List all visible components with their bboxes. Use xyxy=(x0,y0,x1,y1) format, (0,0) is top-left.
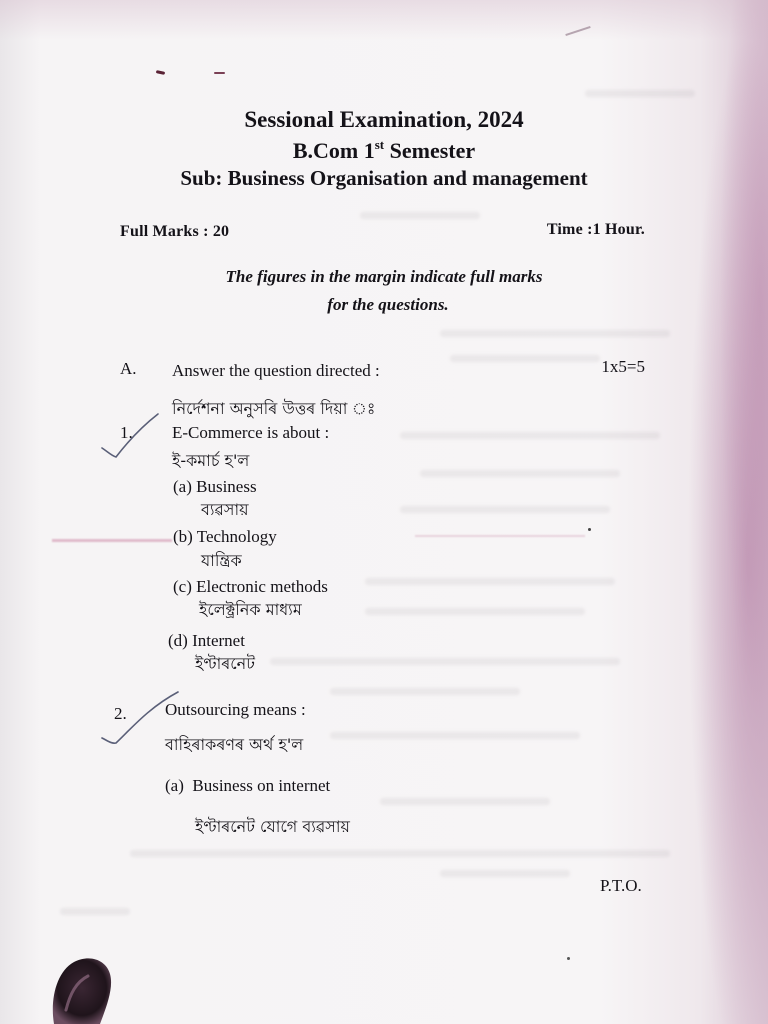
pen-mark xyxy=(214,72,225,74)
bleed-through-smudge xyxy=(420,470,620,477)
option-label: (a) Business xyxy=(173,477,257,496)
section-title: Answer the question directed : xyxy=(172,361,380,380)
tick-mark-icon xyxy=(98,410,168,462)
bleed-through-smudge xyxy=(400,432,660,439)
option-label: (d) Internet xyxy=(168,631,245,650)
speck xyxy=(588,528,591,531)
option-assamese: ইলেক্ট্ৰনিক মাধ্যম xyxy=(199,600,302,619)
tick-mark-icon xyxy=(96,688,186,750)
option-assamese: ব্যৱসায় xyxy=(201,500,249,519)
question-text: E-Commerce is about : xyxy=(172,423,330,442)
stain-line xyxy=(52,539,172,542)
bleed-through-smudge xyxy=(400,506,610,513)
course-tail: Semester xyxy=(384,138,476,163)
bleed-through-smudge xyxy=(130,850,670,857)
please-turn-over: P.T.O. xyxy=(600,876,642,895)
section-title-assamese: নিৰ্দেশনা অনুসৰি উত্তৰ দিয়া ঃ xyxy=(172,399,376,418)
pen-mark xyxy=(156,70,165,75)
bleed-through-smudge xyxy=(440,870,570,877)
option-assamese: যান্ত্ৰিক xyxy=(201,551,242,570)
question-text-assamese: বাহিৰাকৰণৰ অৰ্থ হ'ল xyxy=(165,735,304,754)
full-marks: Full Marks : 20 xyxy=(120,223,230,240)
option-assamese: ইণ্টাৰনেট যোগে ব্যৱসায় xyxy=(195,817,350,836)
section-marks: 1x5=5 xyxy=(601,357,645,376)
subject-line: Sub: Business Organisation and management xyxy=(180,166,588,190)
bleed-through-smudge xyxy=(380,798,550,805)
pen-mark xyxy=(565,26,590,36)
question-text-assamese: ই-কমাৰ্চ হ'ল xyxy=(172,451,250,470)
course-line xyxy=(0,138,768,162)
section-label: A. xyxy=(120,359,137,378)
course-superscript: st xyxy=(374,137,385,152)
instruction-line-1: The figures in the margin indicate full marks xyxy=(225,267,543,286)
option-label: (a) Business on internet xyxy=(165,776,331,795)
exam-title: Sessional Examination, 2024 xyxy=(244,107,524,132)
instruction-line-2: for the questions. xyxy=(327,295,449,314)
stain-line xyxy=(415,535,585,537)
bleed-through-smudge xyxy=(450,355,600,362)
bleed-through-smudge xyxy=(60,908,130,915)
option-assamese: ইণ্টাৰনেট xyxy=(195,654,255,673)
bleed-through-smudge xyxy=(270,658,620,665)
option-label: (b) Technology xyxy=(173,527,277,546)
bleed-through-smudge xyxy=(330,732,580,739)
bleed-through-smudge xyxy=(585,90,695,97)
course-main: B.Com 1 xyxy=(292,138,375,163)
bleed-through-smudge xyxy=(365,578,615,585)
time-allowed: Time :1 Hour. xyxy=(546,221,645,238)
speck xyxy=(567,957,570,960)
bleed-through-smudge xyxy=(365,608,585,615)
question-number: 1. xyxy=(120,423,133,442)
question-number: 2. xyxy=(114,704,127,723)
bleed-through-smudge xyxy=(330,688,520,695)
option-label: (c) Electronic methods xyxy=(173,577,328,596)
bleed-through-smudge xyxy=(440,330,670,337)
bleed-through-smudge xyxy=(360,212,480,219)
thumb-shadow-icon xyxy=(44,950,124,1024)
question-text: Outsourcing means : xyxy=(165,700,306,719)
